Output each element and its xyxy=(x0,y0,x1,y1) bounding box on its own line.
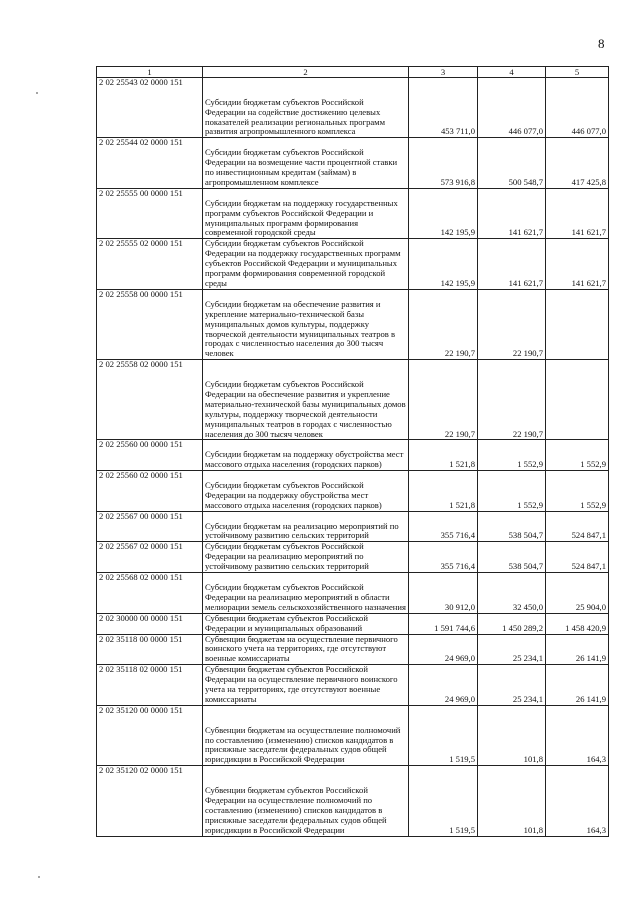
amount-col5 xyxy=(546,360,609,440)
amount-col5: 141 621,7 xyxy=(546,188,609,239)
budget-code: 2 02 35118 02 0000 151 xyxy=(97,665,203,706)
table-row xyxy=(97,665,609,706)
table-header-row xyxy=(97,67,609,78)
amount-col5: 141 621,7 xyxy=(546,239,609,290)
budget-code: 2 02 25560 02 0000 151 xyxy=(97,471,203,512)
table-row xyxy=(97,138,609,189)
amount-col3: 24 969,0 xyxy=(409,665,478,706)
amount-col4: 446 077,0 xyxy=(478,78,546,138)
amount-col3: 355 716,4 xyxy=(409,511,478,542)
amount-col3: 573 916,8 xyxy=(409,138,478,189)
budget-code: 2 02 25568 02 0000 151 xyxy=(97,573,203,614)
revenue-name: Субсидии бюджетам субъектов Российской Федерации на поддержку государственных программ субъектов Российской Федерации и муниципальных программ формирования современной городской среды xyxy=(203,239,409,290)
amount-col3: 355 716,4 xyxy=(409,542,478,573)
amount-col4: 1 552,9 xyxy=(478,440,546,471)
scan-speck xyxy=(36,92,38,94)
table-row xyxy=(97,440,609,471)
table-row xyxy=(97,289,609,359)
budget-code: 2 02 25555 00 0000 151 xyxy=(97,188,203,239)
amount-col3: 1 521,8 xyxy=(409,471,478,512)
amount-col3: 1 591 744,6 xyxy=(409,613,478,634)
table-row xyxy=(97,705,609,765)
budget-code: 2 02 25558 00 0000 151 xyxy=(97,289,203,359)
amount-col3: 22 190,7 xyxy=(409,360,478,440)
table-row xyxy=(97,471,609,512)
amount-col4: 22 190,7 xyxy=(478,360,546,440)
amount-col4: 25 234,1 xyxy=(478,665,546,706)
table-row xyxy=(97,613,609,634)
amount-col5: 446 077,0 xyxy=(546,78,609,138)
budget-table xyxy=(96,66,609,837)
column-header-1: 1 xyxy=(97,67,203,78)
amount-col5: 164,3 xyxy=(546,705,609,765)
page-number: 8 xyxy=(598,36,605,51)
amount-col5: 26 141,9 xyxy=(546,665,609,706)
amount-col5: 1 458 420,9 xyxy=(546,613,609,634)
scan-speck xyxy=(38,876,40,878)
amount-col5: 25 904,0 xyxy=(546,573,609,614)
budget-code: 2 02 35120 02 0000 151 xyxy=(97,766,203,836)
amount-col3: 1 521,8 xyxy=(409,440,478,471)
table-row xyxy=(97,360,609,440)
amount-col4: 101,8 xyxy=(478,705,546,765)
budget-code: 2 02 25567 00 0000 151 xyxy=(97,511,203,542)
amount-col5: 1 552,9 xyxy=(546,471,609,512)
table-row xyxy=(97,573,609,614)
budget-code: 2 02 25543 02 0000 151 xyxy=(97,78,203,138)
budget-code: 2 02 25555 02 0000 151 xyxy=(97,239,203,290)
budget-code: 2 02 30000 00 0000 151 xyxy=(97,613,203,634)
column-header-4: 4 xyxy=(478,67,546,78)
revenue-name: Субсидии бюджетам на поддержку обустройства мест массового отдыха населения (городских парков) xyxy=(203,440,409,471)
amount-col3: 22 190,7 xyxy=(409,289,478,359)
amount-col3: 453 711,0 xyxy=(409,78,478,138)
amount-col4: 500 548,7 xyxy=(478,138,546,189)
revenue-name: Субсидии бюджетам субъектов Российской Федерации на реализацию мероприятий по устойчивому развитию сельских территорий xyxy=(203,542,409,573)
revenue-name: Субвенции бюджетам на осуществление полномочий по составлению (изменению) списков кандидатов в присяжные заседатели федеральных судов общей юрисдикции в Российской Федерации xyxy=(203,705,409,765)
amount-col5: 164,3 xyxy=(546,766,609,836)
revenue-name: Субсидии бюджетам субъектов Российской Федерации на поддержку обустройства мест массового отдыха населения (городских парков) xyxy=(203,471,409,512)
budget-code: 2 02 35118 00 0000 151 xyxy=(97,634,203,665)
amount-col4: 538 504,7 xyxy=(478,511,546,542)
table-row xyxy=(97,766,609,836)
budget-code: 2 02 35120 00 0000 151 xyxy=(97,705,203,765)
amount-col4: 32 450,0 xyxy=(478,573,546,614)
revenue-name: Субвенции бюджетам субъектов Российской Федерации на осуществление первичного воинского учета на территориях, где отсутствуют военные комиссариаты xyxy=(203,665,409,706)
amount-col4: 1 450 289,2 xyxy=(478,613,546,634)
revenue-name: Субсидии бюджетам субъектов Российской Федерации на обеспечение развития и укрепление материально-технической базы муниципальных домов культуры, поддержку творческой деятельности муниципальных театров в городах с численностью населения до 300 тысяч человек xyxy=(203,360,409,440)
table-row xyxy=(97,634,609,665)
amount-col3: 142 195,9 xyxy=(409,239,478,290)
table-row xyxy=(97,188,609,239)
column-header-2: 2 xyxy=(203,67,409,78)
amount-col4: 141 621,7 xyxy=(478,188,546,239)
amount-col4: 25 234,1 xyxy=(478,634,546,665)
amount-col3: 142 195,9 xyxy=(409,188,478,239)
budget-code: 2 02 25558 02 0000 151 xyxy=(97,360,203,440)
revenue-name: Субсидии бюджетам субъектов Российской Федерации на возмещение части процентной ставки по инвестиционным кредитам (займам) в агропромышленном комплексе xyxy=(203,138,409,189)
amount-col4: 22 190,7 xyxy=(478,289,546,359)
budget-code: 2 02 25560 00 0000 151 xyxy=(97,440,203,471)
revenue-name: Субсидии бюджетам субъектов Российской Федерации на реализацию мероприятий в области мелиорации земель сельскохозяйственного назначения xyxy=(203,573,409,614)
amount-col3: 30 912,0 xyxy=(409,573,478,614)
revenue-name: Субвенции бюджетам на осуществление первичного воинского учета на территориях, где отсутствуют военные комиссариаты xyxy=(203,634,409,665)
revenue-name: Субвенции бюджетам субъектов Российской Федерации и муниципальных образований xyxy=(203,613,409,634)
amount-col3: 24 969,0 xyxy=(409,634,478,665)
amount-col5: 417 425,8 xyxy=(546,138,609,189)
revenue-name: Субсидии бюджетам на поддержку государственных программ субъектов Российской Федерации и муниципальных программ формирования современной городской среды xyxy=(203,188,409,239)
revenue-name: Субвенции бюджетам субъектов Российской Федерации на осуществление полномочий по составлению (изменению) списков кандидатов в присяжные заседатели федеральных судов общей юрисдикции в Российской Федерации xyxy=(203,766,409,836)
budget-code: 2 02 25567 02 0000 151 xyxy=(97,542,203,573)
amount-col5: 524 847,1 xyxy=(546,511,609,542)
column-header-3: 3 xyxy=(409,67,478,78)
amount-col5: 524 847,1 xyxy=(546,542,609,573)
amount-col5: 1 552,9 xyxy=(546,440,609,471)
amount-col3: 1 519,5 xyxy=(409,766,478,836)
table-row xyxy=(97,511,609,542)
revenue-name: Субсидии бюджетам на реализацию мероприятий по устойчивому развитию сельских территорий xyxy=(203,511,409,542)
amount-col5 xyxy=(546,289,609,359)
amount-col5: 26 141,9 xyxy=(546,634,609,665)
revenue-name: Субсидии бюджетам субъектов Российской Федерации на содействие достижению целевых показателей реализации региональных программ развития агропромышленного комплекса xyxy=(203,78,409,138)
amount-col4: 538 504,7 xyxy=(478,542,546,573)
table-row xyxy=(97,542,609,573)
column-header-5: 5 xyxy=(546,67,609,78)
amount-col4: 141 621,7 xyxy=(478,239,546,290)
table-row xyxy=(97,239,609,290)
amount-col4: 101,8 xyxy=(478,766,546,836)
budget-code: 2 02 25544 02 0000 151 xyxy=(97,138,203,189)
table-row xyxy=(97,78,609,138)
amount-col4: 1 552,9 xyxy=(478,471,546,512)
revenue-name: Субсидии бюджетам на обеспечение развития и укрепление материально-технической базы муниципальных домов культуры, поддержку творческой деятельности муниципальных театров в городах с численностью населения до 300 тысяч человек xyxy=(203,289,409,359)
amount-col3: 1 519,5 xyxy=(409,705,478,765)
